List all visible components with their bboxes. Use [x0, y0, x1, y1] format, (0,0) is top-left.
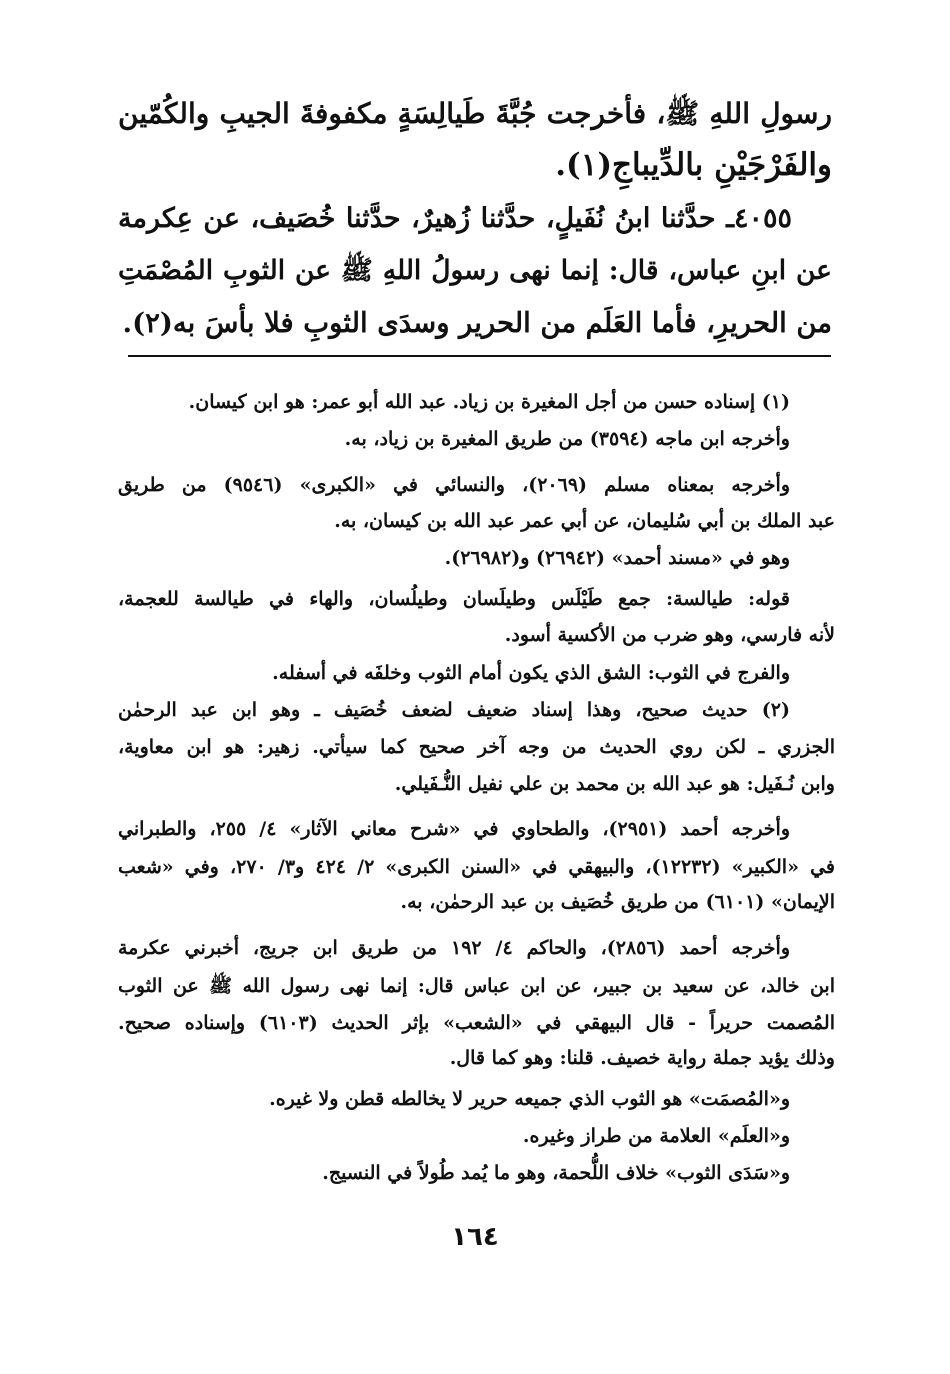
footnote-line: وأخرجه أحمد (٢٩٥١)، والطحاوي في «شرح معاني الآثار» ٤/ ٢٥٥، والطبراني: [118, 818, 790, 840]
footnote-line: و«العلَم» العلامة من طراز وغيره.: [522, 1125, 790, 1147]
footnote-line: (٢) حديث صحيح، وهذا إسناد ضعيف لضعف خُصَيف ـ وهو ابن عبد الرحمٰن: [118, 699, 790, 721]
footnote-line: وأخرجه ابن ماجه (٣٥٩٤) من طريق المغيرة بن زياد، به.: [344, 428, 790, 450]
footnote-line: و«سَدَى الثوب» خلاف اللُّحمة، وهو ما يُمد طُولاً في النسيج.: [322, 1162, 790, 1184]
footnote-line: عبد الملك بن أبي سُليمان، عن أبي عمر عبد الله بن كيسان، به.: [334, 510, 835, 532]
footnote-line: في «الكبير» (١٢٢٣٢)، والبيهقي في «السنن الكبرى» ٢/ ٤٢٤ و٣/ ٢٧٠، وفي «شعب: [118, 856, 835, 878]
footnote-line: (١) إسناده حسن من أجل المغيرة بن زياد. عبد الله أبو عمر: هو ابن كيسان.: [188, 391, 790, 413]
footnote-line: وأخرجه بمعناه مسلم (٢٠٦٩)، والنسائي في «الكبرى» (٩٥٤٦) من طريق: [118, 474, 790, 496]
footnote-line: الجزري ـ لكن روي الحديث من وجه آخر صحيح كما سيأتي. زهير: هو ابن معاوية،: [118, 736, 835, 758]
footnote-line: المُصمت حريراً - قال البيهقي في «الشعب» بإثر الحديث (٦١٠٣) وإسناده صحيح.: [118, 1012, 835, 1034]
footnote-line: والفرج في الثوب: الشق الذي يكون أمام الثوب وخلفَه في أسفله.: [272, 662, 790, 684]
footnote-line: وهو في «مسند أحمد» (٢٦٩٤٢) و(٢٦٩٨٢).: [444, 547, 790, 569]
main-text-line: من الحريرِ، فأما العَلَم من الحرير وسدَى الثوبِ فلا بأسَ به(٢).: [122, 307, 832, 339]
footnote-line: وأخرجه أحمد (٢٨٥٦)، والحاكم ٤/ ١٩٢ من طريق ابن جريج، أخبرني عكرمة: [118, 937, 790, 959]
footnote-line: قوله: طيالسة: جمع طَيْلَس وطيلَسان وطيلُسان، والهاء في طيالسة للعجمة،: [118, 588, 790, 610]
footnote-separator: [128, 355, 831, 357]
main-text-line: عن ابنِ عباس، قال: إنما نهى رسولُ اللهِ ﷺ عن الثوبِ المُصْمَتِ: [118, 255, 832, 286]
footnote-line: وذلك يؤيد جملة رواية خصيف. قلنا: وهو كما قال.: [449, 1047, 835, 1069]
hadith-number-line: ٤٠٥٥ـ حدَّثنا ابنُ نُفَيلٍ، حدَّثنا زُهيرٌ، حدَّثنا خُصَيف، عن عِكرمة: [118, 203, 792, 234]
footnote-line: الإيمان» (٦١٠١) من طريق خُصَيف بن عبد الرحمٰن، به.: [400, 891, 835, 913]
footnote-line: لأنه فارسي، وهو ضرب من الأكسية أسود.: [504, 624, 835, 646]
main-text-line: والفَرْجَيْنِ بالدِّيباجِ(١).: [555, 147, 832, 183]
footnote-line: وابن نُـفَيل: هو عبد الله بن محمد بن علي نفيل النُّـفَيلي.: [394, 773, 835, 795]
page-number: ١٦٤: [451, 1222, 499, 1252]
footnote-line: و«المُصمَت» هو الثوب الذي جميعه حرير لا يخالطه قطن ولا غيره.: [269, 1088, 790, 1110]
footnote-line: ابن خالد، عن سعيد بن جبير، عن ابن عباس قال: إنما نهى رسول الله ﷺ عن الثوب: [118, 975, 835, 997]
main-text-line: رسولِ اللهِ ﷺ، فأخرجت جُبَّةَ طَيالِسَةٍ مكفوفةَ الجيبِ والكُمّين: [118, 97, 832, 130]
